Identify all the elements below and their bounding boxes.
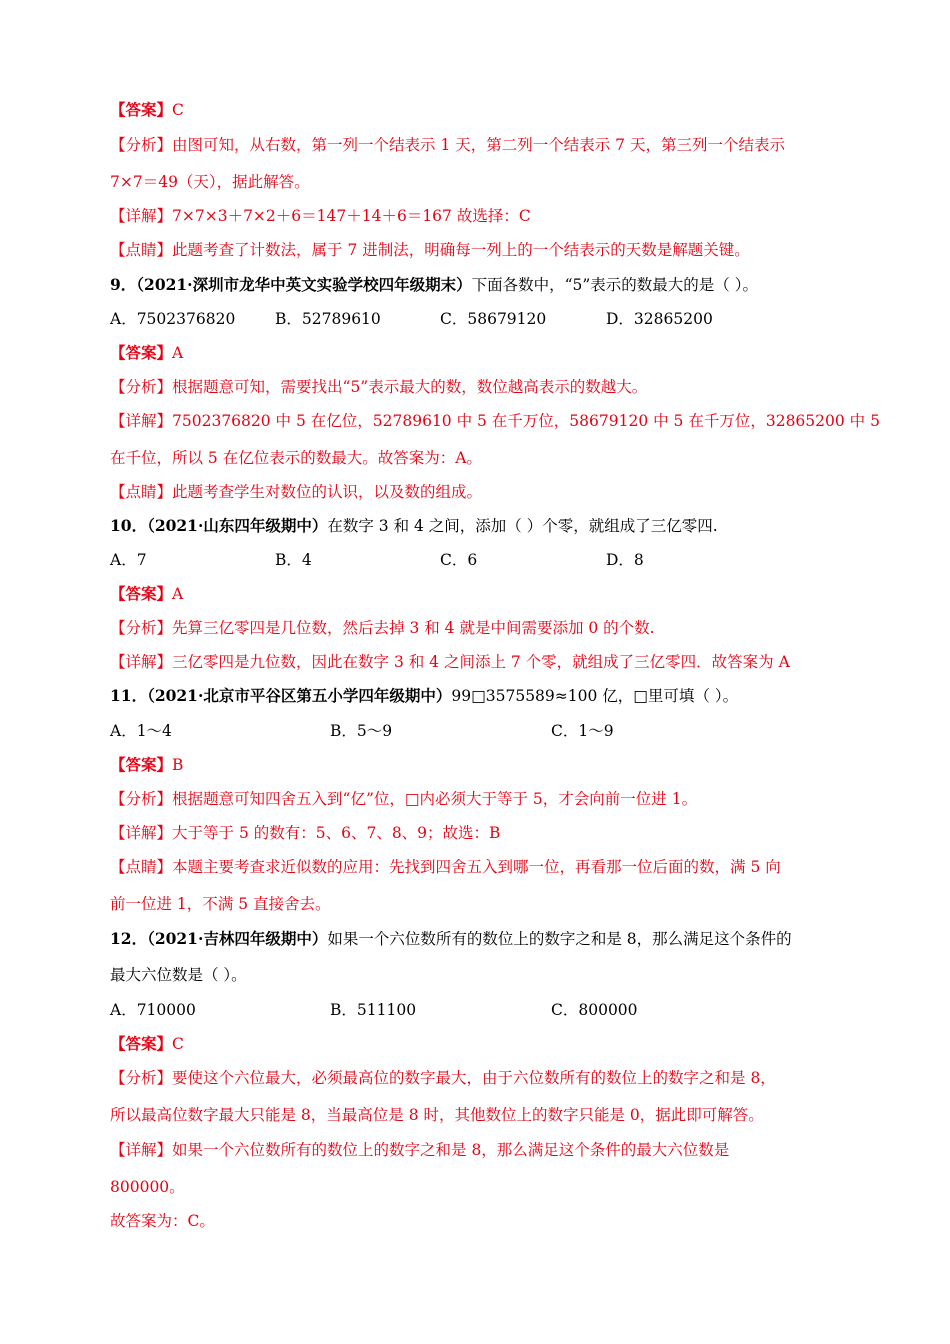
comment-line: 【点睛】此题考查了计数法，属于 7 进制法，明确每一列上的一个结表示的天数是解题关键。: [110, 241, 750, 259]
detail-line: 【详解】7×7×3＋7×2＋6＝147＋14＋6＝167 故选择：C: [110, 207, 531, 225]
answer-line: 【答案】A: [110, 584, 184, 603]
option-c: C．1～9: [551, 722, 614, 740]
comment-line-cont: 前一位进 1，不满 5 直接舍去。: [110, 895, 331, 913]
option-c: C．800000: [551, 1001, 638, 1019]
detail-line: 【详解】7502376820 中 5 在亿位，52789610 中 5 在千万位，58679120 中 5 在千万位，32865200 中 5: [110, 412, 880, 430]
comment-line: 【点睛】此题考查学生对数位的认识，以及数的组成。: [110, 483, 483, 501]
analysis-line: 【分析】根据题意可知四舍五入到“亿”位，□内必须大于等于 5，才会向前一位进 1。: [110, 790, 698, 808]
detail-line: 【详解】如果一个六位数所有的数位上的数字之和是 8，那么满足这个条件的最大六位数是: [110, 1141, 730, 1159]
option-b: B．511100: [330, 1001, 417, 1019]
detail-line-cont: 在千位，所以 5 在亿位表示的数最大。故答案为：A。: [110, 449, 482, 467]
detail-line: 【详解】大于等于 5 的数有：5、6、7、8、9；故选：B: [110, 824, 501, 842]
option-c: C．58679120: [440, 310, 547, 328]
option-d: D．32865200: [606, 310, 713, 328]
detail-line-cont: 800000。: [110, 1178, 185, 1196]
option-c: C．6: [440, 551, 478, 569]
analysis-line-cont: 所以最高位数字最大只能是 8，当最高位是 8 时，其他数位上的数字只能是 0，据此即可解答。: [110, 1106, 764, 1124]
analysis-line: 【分析】先算三亿零四是几位数，然后去掉 3 和 4 就是中间需要添加 0 的个数.: [110, 619, 655, 637]
question-12: 12．（2021·吉林四年级期中）如果一个六位数所有的数位上的数字之和是 8，那么满足这个条件的: [110, 929, 792, 948]
option-a: A．7: [110, 551, 147, 569]
option-b: B．52789610: [275, 310, 381, 328]
final-answer: 故答案为：C。: [110, 1212, 215, 1230]
analysis-line: 【分析】根据题意可知，需要找出“5”表示最大的数，数位越高表示的数越大。: [110, 378, 648, 396]
option-b: B．4: [275, 551, 312, 569]
analysis-line: 【分析】由图可知，从右数，第一列一个结表示 1 天，第二列一个结表示 7 天，第三列一个结表示: [110, 136, 785, 154]
question-9: 9．（2021·深圳市龙华中英文实验学校四年级期末）下面各数中，“5”表示的数最大的是（ ）。: [110, 275, 758, 294]
option-d: D．8: [606, 551, 644, 569]
option-a: A．710000: [110, 1001, 196, 1019]
answer-line: 【答案】B: [110, 755, 184, 774]
answer-line: 【答案】C: [110, 1034, 184, 1053]
option-a: A．7502376820: [110, 310, 236, 328]
analysis-line: 【分析】要使这个六位最大，必须最高位的数字最大，由于六位数所有的数位上的数字之和是 8，: [110, 1069, 776, 1087]
option-a: A．1～4: [110, 722, 172, 740]
answer-line: 【答案】A: [110, 343, 184, 362]
question-12-cont: 最大六位数是（ ）。: [110, 966, 247, 984]
question-10: 10．（2021·山东四年级期中）在数字 3 和 4 之间，添加（ ）个零，就组成了三亿零四.: [110, 516, 718, 535]
question-11: 11．（2021·北京市平谷区第五小学四年级期中）99□3575589≈100 亿，□里可填（ ）。: [110, 686, 739, 705]
detail-line: 【详解】三亿零四是九位数，因此在数字 3 和 4 之间添上 7 个零，就组成了三亿零四．故答案为 A: [110, 653, 790, 671]
answer-line: 【答案】C: [110, 100, 184, 119]
option-b: B．5～9: [330, 722, 393, 740]
analysis-line-cont: 7×7＝49（天），据此解答。: [110, 173, 310, 191]
comment-line: 【点睛】本题主要考查求近似数的应用：先找到四舍五入到哪一位，再看那一位后面的数，满 5 向: [110, 858, 781, 876]
